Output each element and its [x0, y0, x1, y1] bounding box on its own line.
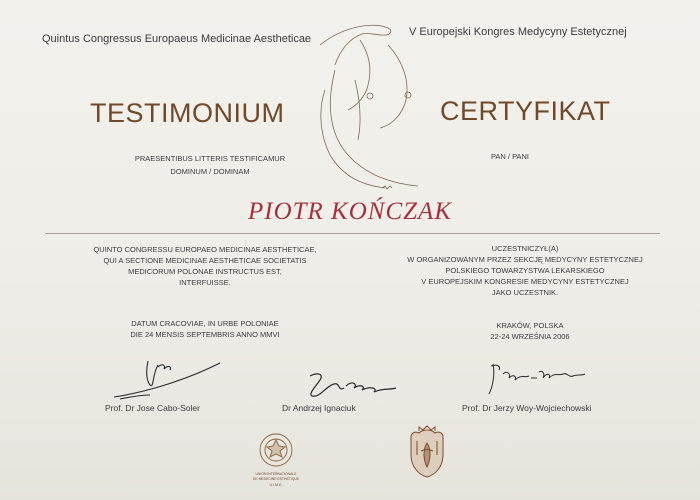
- body-latin-line: QUINTO CONGRESSU EUROPAEO MEDICINAE AESTHETICAE,: [93, 245, 317, 254]
- title-latin: TESTIMONIUM: [90, 98, 285, 128]
- latin-congress-title: Quintus Congressus Europaeus Medicinae Aestheticae: [42, 33, 312, 45]
- body-polish-line: V EUROPEJSKIM KONGRESIE MEDYCYNY ESTETYCZNEJ: [421, 277, 629, 286]
- name-divider-line: [45, 233, 660, 234]
- seal-left-text-1: UNION INTERNATIONALE: [255, 472, 297, 476]
- uime-seal-logo: [250, 430, 302, 492]
- body-latin-line: INTERFUISSE.: [179, 278, 231, 287]
- date-latin-line1: DATUM CRACOVIAE, IN URBE POLONIAE: [131, 319, 279, 328]
- signatory-name: Prof. Dr Jose Cabo-Soler: [105, 403, 200, 413]
- subtitle-latin-line1: PRAESENTIBUS LITTERIS TESTIFICAMUR: [134, 154, 286, 163]
- body-polish-line: W ORGANIZOWANYM PRZEZ SEKCJĘ MEDYCYNY ESTETYCZNEJ: [407, 255, 643, 264]
- body-latin: [55, 244, 355, 288]
- signature-cabo-soler-drawing: [110, 355, 230, 405]
- subtitle-latin-line2: DOMINUM / DOMINAM: [170, 167, 250, 176]
- coat-of-arms-emblem: [405, 425, 450, 480]
- body-polish-line: UCZESTNICZYŁ(A): [491, 244, 559, 253]
- signatory-name: Dr Andrzej Ignaciuk: [282, 403, 356, 413]
- subtitle-latin: [120, 152, 300, 178]
- body-latin-line: MEDICORUM POLONAE INSTRUCTUS EST,: [128, 267, 282, 276]
- seal-left-text-3: U.I.M.E.: [269, 483, 283, 487]
- body-polish-line: POLSKIEGO TOWARZYSTWA LEKARSKIEGO: [445, 266, 605, 275]
- body-latin-line: QUI A SECTIONE MEDICINAE AESTHETICAE SOCIETATIS: [103, 256, 307, 265]
- polish-congress-title: V Europejski Kongres Medycyny Estetycznej: [409, 26, 627, 38]
- signatory-name: Prof. Dr Jerzy Woy-Wojciechowski: [462, 403, 592, 413]
- body-polish: [380, 243, 670, 298]
- signature-woy-wojciechowski-drawing: [485, 360, 590, 402]
- date-polish-line1: KRAKÓW, POLSKA: [496, 321, 564, 330]
- date-latin-line2: DIE 24 MENSIS SEPTEMBRIS ANNO MMVI: [130, 330, 280, 339]
- date-latin: [55, 318, 355, 340]
- seal-left-text-2: DE MEDECINE ESTHETIQUE: [252, 477, 300, 481]
- signature-ignaciuk-drawing: [300, 368, 400, 403]
- recipient-name: PIOTR KOŃCZAK: [247, 198, 452, 225]
- date-polish: [380, 320, 680, 342]
- title-polish: CERTYFIKAT: [440, 96, 611, 126]
- date-polish-line2: 22-24 WRZEŚNIA 2006: [490, 332, 570, 341]
- subtitle-polish: PAN / PANI: [490, 152, 530, 161]
- body-polish-line: JAKO UCZESTNIK.: [491, 288, 559, 297]
